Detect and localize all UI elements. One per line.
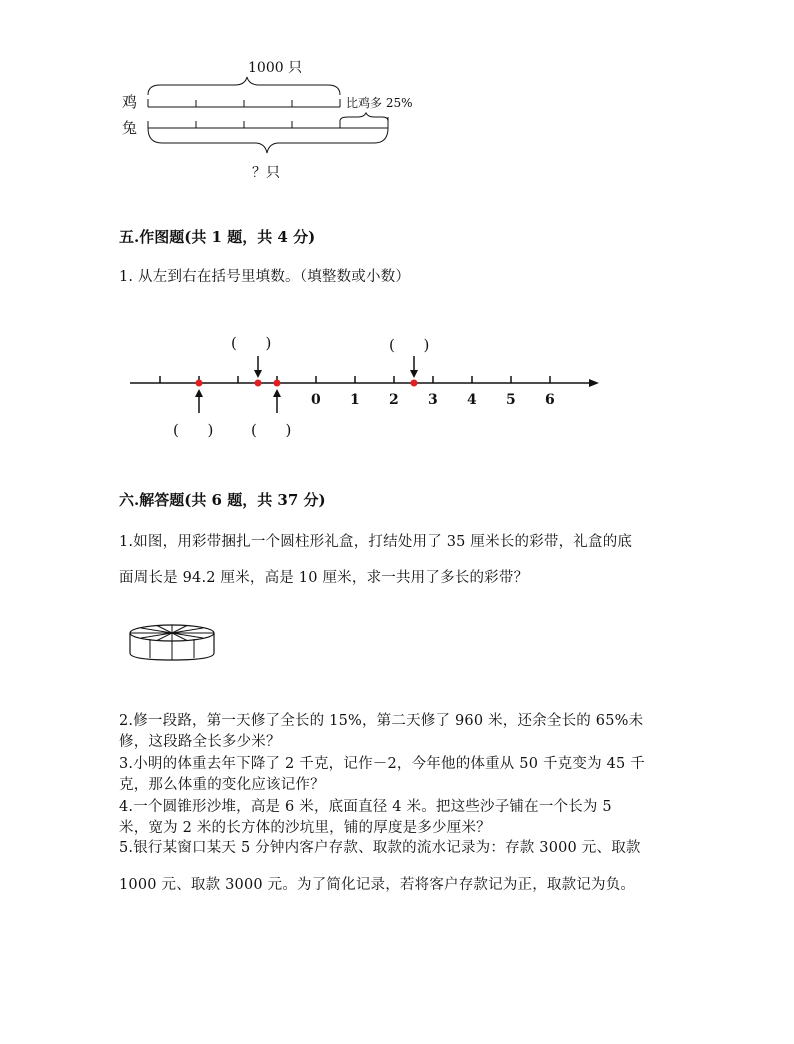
section6-q1-line1: 1.如图，用彩带捆扎一个圆柱形礼盒，打结处用了 35 厘米长的彩带，礼盒的底 [119,534,633,550]
section6-q2-line1: 2.修一段路，第一天修了全长的 15%，第二天修了 960 米，还余全长的 65%未 [119,713,644,729]
section6-q2-line2: 修，这段路全长多少米？ [119,734,281,750]
top-brace [148,77,340,95]
tick-label-0: 0 [311,392,321,408]
segment-diagram [110,55,440,185]
section6-q3-line1: 3.小明的体重去年下降了 2 千克，记作－2，今年他的体重从 50 千克变为 45 千 [119,756,645,772]
tick-label-2: 2 [389,392,399,408]
chicken-label: 鸡 [122,93,138,111]
answer-blank[interactable]: ( ) [173,421,214,439]
section5-heading: 五.作图题(共 1 题，共 4 分) [119,228,316,246]
tick-label-6: 6 [545,392,555,408]
section6-q5-line1: 5.银行某窗口某天 5 分钟内客户存款、取款的流水记录为：存款 3000 元、取款 [119,840,641,856]
diagram-top-label: 1000 只 [248,60,303,76]
extra-label: 比鸡多 25% [346,96,413,110]
answer-blank[interactable]: ( ) [251,421,292,439]
section6-q4-line2: 米，宽为 2 米的长方体的沙坑里，铺的厚度是多少厘米？ [119,820,491,836]
section5-q1: 1. 从左到右在括号里填数。（填整数或小数） [119,269,411,285]
number-line [125,330,605,445]
section6-q3-line2: 克，那么体重的变化应该记作？ [119,777,325,793]
tick-label-3: 3 [428,392,438,408]
marker-point [196,380,203,387]
arrow-down [410,370,418,378]
answer-blank[interactable]: ( ) [231,334,272,352]
marker-point [255,380,262,387]
extra-brace [340,113,388,121]
bottom-brace [148,128,388,153]
section6-heading: 六.解答题(共 6 题，共 37 分) [119,491,326,509]
section6-q5-line2: 1000 元、取款 3000 元。为了简化记录，若将客户存款记为正，取款记为负。 [119,877,636,893]
section6-q1-line2: 面周长是 94.2 厘米，高是 10 厘米，求一共用了多长的彩带？ [119,570,529,586]
cylinder-box-figure [125,622,221,664]
tick-label-4: 4 [467,392,477,408]
rabbit-label: 兔 [122,119,138,137]
tick-label-5: 5 [506,392,516,408]
arrow-up [195,389,203,397]
marker-point [274,380,281,387]
diagram-bottom-label: ？只 [252,165,280,181]
marker-point [411,380,418,387]
tick-label-1: 1 [350,392,360,408]
arrow-up [273,389,281,397]
axis-arrow [589,379,599,387]
section6-q4-line1: 4.一个圆锥形沙堆，高是 6 米，底面直径 4 米。把这些沙子铺在一个长为 5 [119,799,612,815]
arrow-down [254,370,262,378]
answer-blank[interactable]: ( ) [389,336,430,354]
